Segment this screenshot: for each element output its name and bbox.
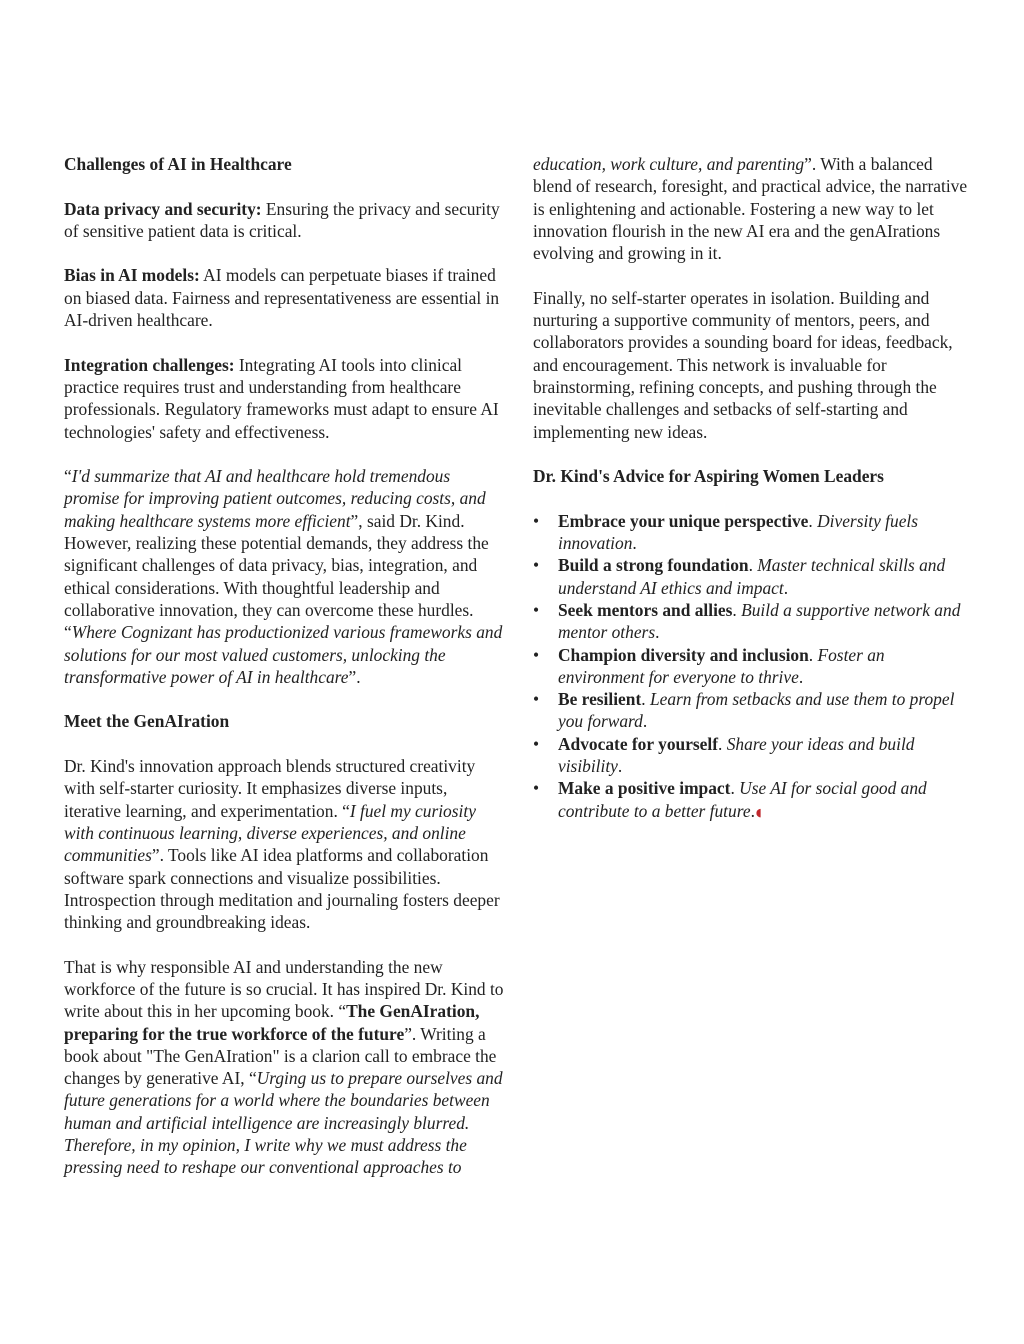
end-of-article-mark-icon: ◖ [755,805,762,819]
bullet-icon: • [533,733,540,754]
advice-title: Be resilient [558,689,642,710]
book-text-1: That is why responsible AI and understanding the new workforce of the future is so crucial. It has inspired Dr. Kind to write about this in her upcoming book. “ [64,956,504,1022]
book-title: The GenAIration, preparing for the true workforce of the future [64,1001,480,1044]
advice-heading: Dr. Kind's Advice for Aspiring Women Leaders [533,466,884,487]
advice-sep: . [808,510,818,531]
advice-end: . [642,711,648,732]
advice-item [533,733,973,778]
privacy-text: Ensuring the privacy and security of sensitive patient data is critical. [64,198,500,241]
book-text-2: ”. Writing a book about "The GenAIration" is a clarion call to embrace the changes by generative AI, “ [64,1023,497,1089]
bullet-icon: • [533,599,540,620]
continuation-quote: education, work culture, and parenting [533,154,805,174]
innovation-text-2: ”. Tools like AI idea platforms and collaboration software spark connections and visualize possibilities. Introspection through meditation and journaling fosters deeper thinking and groundbreaking ideas. [64,845,500,933]
privacy-paragraph [64,198,504,243]
summary-text-1: ”, said Dr. Kind. However, realizing these potential demands, they address the significant challenges of data privacy, bias, integration, and ethical considerations. With thoughtful leadership and collaborative innovation, they can overcome these hurdles. “ [64,510,489,643]
advice-sep: . [808,644,818,665]
community-paragraph: Finally, no self-starter operates in isolation. Building and nurturing a supportive community of mentors, peers, and collaborators provides a sounding board for ideas, feedback, and encouragement. This network is invaluable for brainstorming, refining concepts, and pushing through the inevitable challenges and setbacks of self-starting and implementing new ideas. [533,287,953,442]
advice-item [533,599,973,644]
continuation-text: ”. With a balanced blend of research, foresight, and practical advice, the narrative is enlightening and actionable. Fostering a new way to let innovation flourish in the new AI era and the genAIrations evolving and growing in it. [533,154,968,264]
advice-text: Diversity fuels innovation [558,510,919,554]
bias-label: Bias in AI models: [64,265,200,286]
advice-sep: . [641,689,650,710]
advice-end: . [798,666,804,687]
integration-label: Integration challenges: [64,354,235,375]
book-quote: Urging us to prepare ourselves and future generations for a world where the boundaries between human and artificial intelligence are increasingly blurred. Therefore, in my opinion, I write why we must address the pressing need to reshape our conventional approaches to [64,1068,503,1178]
innovation-quote: I fuel my curiosity with continuous learning, diverse experiences, and online communities [64,800,476,866]
left-column [64,153,504,1179]
advice-sep: . [718,733,727,754]
innovation-text-1: Dr. Kind's innovation approach blends structured creativity with self-starter curiosity. It emphasizes diverse inputs, iterative learning, and experimentation. “ [64,756,476,821]
advice-sep: . [732,599,742,620]
advice-list [533,510,973,824]
advice-text: Share your ideas and build visibility [558,733,915,777]
advice-end: . [783,577,789,598]
bullet-icon: • [533,510,540,531]
advice-item [533,554,973,599]
advice-text: Learn from setbacks and use them to propel you forward [558,689,955,732]
challenges-heading: Challenges of AI in Healthcare [64,154,292,174]
advice-item [533,644,973,689]
advice-text: Master technical skills and understand AI ethics and impact [558,555,946,598]
advice-item [533,510,973,555]
advice-sep: . [730,778,740,799]
advice-title: Champion diversity and inclusion [558,644,809,665]
advice-end: . [632,533,637,554]
advice-text: Foster an environment for everyone to thrive [558,644,885,687]
continuation-paragraph [533,153,973,264]
advice-title: Embrace your unique perspective [558,510,809,531]
summary-quote-2: Where Cognizant has productionized various frameworks and solutions for our most valued customers, unlocking the transformative power of AI in healthcare [64,622,503,687]
advice-end: . [617,756,623,777]
advice-title: Make a positive impact [558,778,731,799]
advice-title: Build a strong foundation [558,555,749,576]
summary-paragraph [64,465,504,688]
advice-end: . [750,800,755,821]
bullet-icon: • [533,778,540,799]
bullet-icon: • [533,555,540,576]
advice-end: . [655,622,660,643]
advice-title: Advocate for yourself [558,733,719,754]
advice-sep: . [748,555,758,576]
innovation-paragraph [64,755,504,933]
privacy-label: Data privacy and security: [64,198,262,219]
bullet-icon: • [533,689,540,710]
advice-item [533,777,973,824]
summary-text-2: ”. [348,666,361,687]
advice-text: Use AI for social good and contribute to a better future [558,778,927,821]
advice-title: Seek mentors and allies [558,599,733,620]
bullet-icon: • [533,644,540,665]
integration-text: Integrating AI tools into clinical practice requires trust and understanding from healthcare professionals. Regulatory frameworks must adapt to ensure AI technologies' safety and effectiveness. [64,354,499,442]
advice-text: Build a supportive network and mentor others [558,599,961,643]
meet-heading: Meet the GenAIration [64,711,230,732]
book-paragraph [64,956,504,1179]
summary-quote-1: I'd summarize that AI and healthcare hold tremendous promise for improving patient outcomes, reducing costs, and making healthcare systems more efficient [64,466,486,531]
bias-paragraph [64,264,504,331]
bias-text: AI models can perpetuate biases if trained on biased data. Fairness and representativeness are essential in AI-driven healthcare. [64,265,500,331]
integration-paragraph [64,354,504,443]
right-column [533,153,973,824]
summary-quote-open: “ [64,466,72,487]
advice-item [533,688,973,733]
